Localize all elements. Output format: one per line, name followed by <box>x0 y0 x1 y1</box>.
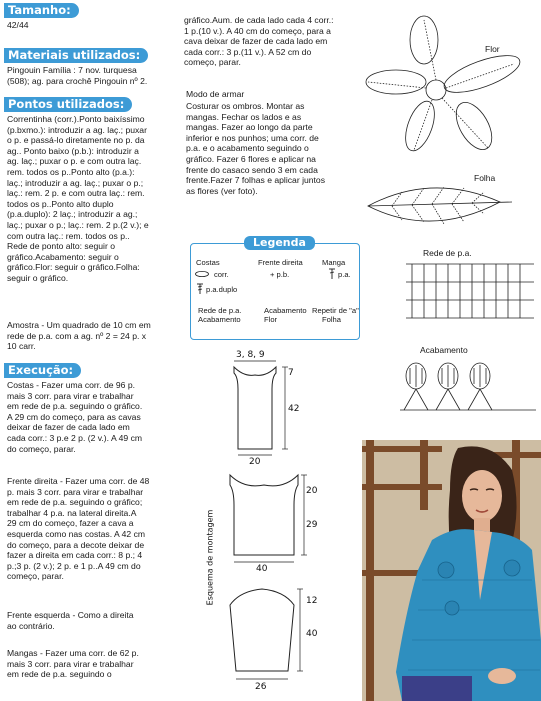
treble-crochet-icon <box>196 283 204 295</box>
stitches-header: Pontos utilizados: <box>4 97 132 112</box>
legend-pa-duplo: p.a.duplo <box>206 285 238 294</box>
model-photo <box>362 440 541 701</box>
front-bottom-dim: 40 <box>256 564 268 574</box>
flower-label: Flor <box>485 44 500 54</box>
legend-flor: Flor <box>264 315 278 324</box>
back-top-dim: 3, 8, 9 <box>236 350 265 360</box>
front-right-text: Frente direita - Fazer uma corr. de 48 p. mais 3 corr. para virar e trabalhar em rede de p.a. seguindo o gráfico; trabalhar 4 p.a. na lateral direita.A 29 cm do começo, fazer a cava a esquerda como nas costas. A 42 cm do começo, para a decote deixar de fazer a direita em cada corr.: 8 p.; 4 p.;3 p. (2 v.); 2 p. e 1 p..A 49 cm do começo, parar. <box>7 476 150 582</box>
legend-rede-pa: Rede de p.a. <box>198 306 242 315</box>
size-header: Tamanho: <box>4 3 79 18</box>
legend-acabamento2: Acabamento <box>264 306 307 315</box>
back-right-dim: 42 <box>288 404 300 414</box>
materials-header: Materiais utilizados: <box>4 48 148 63</box>
legend-frente-direita: Frente direita <box>258 258 303 267</box>
size-value: 42/44 <box>7 20 29 30</box>
photo-illustration <box>362 440 541 701</box>
front-right-dim: 29 <box>306 520 318 530</box>
sleeves-text: Mangas - Fazer uma corr. de 62 p. mais 3 corr. para virar e trabalhar em rede de p.a. seguindo o <box>7 648 139 680</box>
back-bottom-dim: 20 <box>249 457 261 467</box>
edging-label: Acabamento <box>420 345 468 355</box>
legend-acabamento: Acabamento <box>198 315 241 324</box>
leaf-chart <box>362 178 540 233</box>
double-crochet-icon <box>328 268 336 280</box>
assembly-text: Costurar os ombros. Montar as mangas. Fechar os lados e as mangas. Fazer ao longo da parte inferior e nos punhos; uma corr. de p.a. e o acabamento seguindo o gráfico. Fazer 6 flores e aplicar na frente do casaco sendo 3 em cada frente.Fazer 7 folhas e aplicar juntos as flores (ver foto). <box>186 101 326 196</box>
legend-pb: + p.b. <box>270 270 290 279</box>
sample-text: Amostra - Um quadrado de 10 cm em rede de p.a. com a ag. nº 2 = 24 p. x 10 carr. <box>7 320 151 352</box>
legend-manga: Manga <box>322 258 346 267</box>
assembly-title: Modo de armar <box>186 89 245 99</box>
flower-chart <box>362 8 540 168</box>
mesh-chart <box>402 260 540 326</box>
assembly-schematic <box>190 345 360 700</box>
legend-title: Legenda <box>244 236 315 250</box>
sleeve-bottom-dim: 26 <box>255 682 267 692</box>
legend-corr: corr. <box>214 270 229 279</box>
back-right-top-dim: 7 <box>288 368 294 378</box>
chain-icon <box>194 270 210 278</box>
legend-pa: p.a. <box>338 270 351 279</box>
schema-label: Esquema de montagem <box>205 509 215 606</box>
legend-repetir: Repetir de "a" <box>312 306 359 315</box>
continuation-text: gráfico.Aum. de cada lado cada 4 corr.: 1 p.(10 v.). A 40 cm do começo, para a cava deixar de fazer de cada lado em cada corr.: 3 p.(11 v.). A 52 cm do começo, parar. <box>184 15 334 68</box>
sleeve-right-dim: 40 <box>306 629 318 639</box>
leaf-label: Folha <box>474 173 496 183</box>
mesh-label: Rede de p.a. <box>423 248 472 258</box>
backs-text: Costas - Fazer uma corr. de 96 p. mais 3 corr. para virar e trabalhar em rede de p.a. seguindo o gráfico. A 29 cm do começo, para as cavas deixar de fazer de cada lado em cada corr.: 3 p.e 2 p. (2 v.). A 49 cm do começo, parar. <box>7 380 143 454</box>
front-right-top-dim: 20 <box>306 486 318 496</box>
legend-costas: Costas <box>196 258 220 267</box>
materials-text: Pingouin Família : 7 nov. turquesa (508); ag. para crochê Pingouin nº 2. <box>7 65 148 86</box>
legend-folha: Folha <box>322 315 341 324</box>
sleeve-right-top-dim: 12 <box>306 596 318 606</box>
stitches-text: Correntinha (corr.).Ponto baixíssimo (p.bxmo.): introduzir a ag. laç.; puxar o p. e passá-lo diretamente no p. da ag.. Ponto baixo (p.b.): introduzir a ag. laç.; puxar o p. e com outra laç. rem. todos os p..Ponto alto (p.a.): laç.; introduzir a ag. laç.; puxar o p.; laç.: rem. 2 p. e com outra laç.: rem. todos os p..Ponto alto duplo (p.a.duplo): 2 laç.; introduzir a ag.; laç.; puxar o p.; laç.: rem. 2 p.(2 v.); e com outra laç.: rem. todos os p.. Rede de ponto alto: seguir o gráfico.Acabamento: seguir o gráfico.Flor: seguir o gráfico.Folha: seguir o gráfico. <box>7 114 149 283</box>
front-left-text: Frente esquerda - Como a direita ao contrário. <box>7 610 134 631</box>
execution-header: Execução: <box>4 363 81 378</box>
edging-chart <box>396 356 540 420</box>
